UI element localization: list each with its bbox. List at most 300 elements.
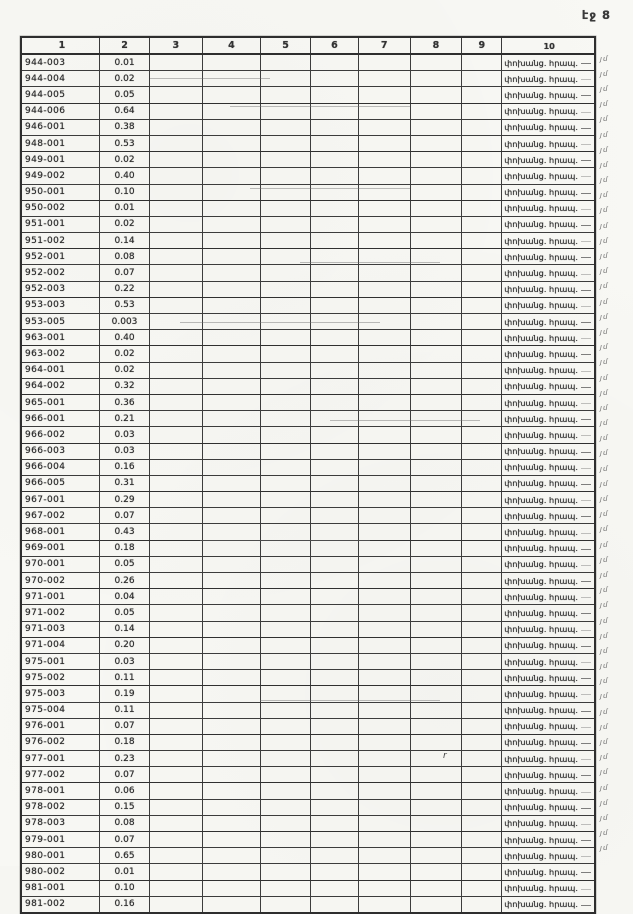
cell-value: 0.22 [99,282,149,297]
cell-note [501,654,594,669]
cell-code: 951-001 [25,219,66,230]
cell-empty [461,573,501,588]
cell-empty [310,104,358,119]
cell-note [501,670,594,685]
cell-empty [149,605,202,620]
cell-empty [410,654,462,669]
cell-empty [310,379,358,394]
underline-mark [581,419,591,420]
cell-empty [358,703,410,718]
cell-note [501,703,594,718]
cell-empty [410,104,462,119]
underline-mark [581,435,591,436]
underline-mark [581,516,591,517]
cell-empty [202,71,261,86]
underline-mark [581,112,591,113]
cell-empty [202,686,261,701]
cell-empty [410,460,462,475]
note-text: փոխանց. հրապ. [504,769,578,780]
cell-note [501,217,594,232]
cell-empty [260,800,310,815]
cell-empty [410,346,462,361]
note-text: փոխանց. հրապ. [504,332,578,343]
note-text: փոխանց. հրապ. [504,446,578,457]
cell-empty [461,314,501,329]
cell-empty [410,524,462,539]
cell-empty [149,767,202,782]
margin-mark: յմ [600,449,609,458]
cell-code: 963-002 [25,348,66,359]
cell-value: 0.10 [99,881,149,896]
margin-mark: յմ [600,282,609,291]
cell-empty [461,55,501,70]
cell-empty [202,508,261,523]
table-row [22,832,594,848]
cell-value: 0.14 [99,622,149,637]
cell-empty [461,897,501,912]
cell-empty [202,185,261,200]
cell-empty [310,444,358,459]
cell-value: 0.53 [99,136,149,151]
underline-mark [581,613,591,614]
note-text: փոխանց. հրապ. [504,300,578,311]
table-row [22,55,594,71]
cell-empty [310,460,358,475]
underline-mark [581,662,591,663]
cell-empty [358,816,410,831]
margin-mark: յմ [600,236,609,245]
cell-empty [260,444,310,459]
cell-note [501,881,594,896]
cell-empty [202,476,261,491]
table-row [22,444,594,460]
note-text: փոխանց. հրապ. [504,154,578,165]
cell-empty [260,492,310,507]
table-body [22,55,594,912]
cell-empty [260,136,310,151]
cell-empty [260,703,310,718]
cell-empty [260,767,310,782]
cell-empty [410,185,462,200]
cell-empty [310,589,358,604]
cell-empty [358,508,410,523]
cell-empty [149,379,202,394]
cell-empty [358,55,410,70]
cell-note [501,557,594,572]
underline-mark [581,678,591,679]
table-row [22,136,594,152]
table-row [22,508,594,524]
cell-empty [410,735,462,750]
note-text: փոխանց. հրապ. [504,899,578,910]
cell-empty [149,460,202,475]
note-text: փոխանց. հրապ. [504,106,578,117]
cell-empty [260,168,310,183]
cell-note [501,282,594,297]
cell-empty [260,541,310,556]
table-row [22,719,594,735]
cell-empty [202,897,261,912]
margin-mark: յմ [600,555,609,564]
cell-value: 0.11 [99,703,149,718]
cell-value: 0.02 [99,363,149,378]
cell-empty [410,249,462,264]
cell-code: 944-005 [25,89,66,100]
cell-note [501,314,594,329]
cell-code: 966-003 [25,446,66,457]
cell-empty [461,686,501,701]
note-text: փոխանց. հրապ. [504,316,578,327]
cell-empty [358,573,410,588]
underline-mark [581,646,591,647]
cell-empty [358,330,410,345]
cell-note [501,55,594,70]
cell-code: 963-001 [25,332,66,343]
cell-empty [149,152,202,167]
cell-empty [410,670,462,685]
cell-empty [358,735,410,750]
cell-empty [202,444,261,459]
cell-code: 981-001 [25,883,66,894]
cell-value: 0.10 [99,185,149,200]
cell-note [501,298,594,313]
cell-empty [310,816,358,831]
cell-empty [149,654,202,669]
cell-empty [358,881,410,896]
cell-empty [310,120,358,135]
margin-mark: յմ [600,646,609,655]
cell-empty [358,136,410,151]
cell-empty [202,816,261,831]
cell-empty [310,864,358,879]
note-text: փոխանց. հրապ. [504,365,578,376]
cell-empty [202,622,261,637]
cell-value: 0.02 [99,217,149,232]
margin-mark: յմ [600,115,609,124]
cell-empty [149,233,202,248]
cell-empty [410,848,462,863]
cell-note [501,719,594,734]
cell-value: 0.18 [99,735,149,750]
cell-empty [149,346,202,361]
cell-value: 0.16 [99,460,149,475]
cell-empty [410,411,462,426]
underline-mark [581,193,591,194]
table-row [22,541,594,557]
cell-empty [260,460,310,475]
underline-mark [581,533,591,534]
margin-mark: յմ [600,84,609,93]
cell-empty [461,783,501,798]
cell-empty [149,217,202,232]
cell-empty [310,233,358,248]
note-text: փոխանց. հրապ. [504,850,578,861]
cell-note [501,346,594,361]
underline-mark [581,225,591,226]
cell-empty [260,363,310,378]
cell-value: 0.02 [99,152,149,167]
cell-empty [310,87,358,102]
cell-empty [149,524,202,539]
cell-empty [410,881,462,896]
table-row [22,185,594,201]
cell-code: 966-004 [25,462,66,473]
cell-empty [149,638,202,653]
cell-empty [260,476,310,491]
cell-empty [260,152,310,167]
cell-code: 966-002 [25,429,66,440]
margin-mark: յմ [600,479,609,488]
cell-value: 0.11 [99,670,149,685]
cell-note [501,104,594,119]
cell-code: 970-002 [25,575,66,586]
cell-empty [358,524,410,539]
cell-empty [149,783,202,798]
cell-value: 0.07 [99,508,149,523]
cell-empty [410,136,462,151]
note-text: փոխանց. հրապ. [504,591,578,602]
margin-mark: յմ [600,145,609,154]
cell-empty [358,444,410,459]
table-row [22,767,594,783]
margin-mark: յմ [600,252,609,261]
underline-mark [581,565,591,566]
cell-value: 0.08 [99,816,149,831]
cell-empty [358,363,410,378]
underline-mark [581,128,591,129]
cell-empty [461,152,501,167]
cell-empty [310,573,358,588]
cell-value: 0.06 [99,783,149,798]
cell-code: 978-002 [25,802,66,813]
cell-empty [149,508,202,523]
note-text: փոխանց. հրապ. [504,187,578,198]
cell-empty [260,427,310,442]
underline-mark [581,549,591,550]
cell-code: 971-003 [25,624,66,635]
cell-empty [410,638,462,653]
cell-empty [202,783,261,798]
cell-empty [410,573,462,588]
underline-mark [581,792,591,793]
cell-empty [410,897,462,912]
cell-empty [310,654,358,669]
note-text: փոխանց. հրապ. [504,429,578,440]
cell-empty [310,476,358,491]
cell-empty [358,670,410,685]
cell-empty [410,314,462,329]
cell-empty [310,265,358,280]
cell-value: 0.07 [99,767,149,782]
note-text: փոխանց. հրապ. [504,543,578,554]
cell-empty [149,686,202,701]
cell-empty [358,168,410,183]
cell-value: 0.23 [99,751,149,766]
margin-mark: յմ [600,692,609,701]
cell-empty [461,363,501,378]
cell-empty [461,444,501,459]
table-row [22,751,594,767]
cell-empty [260,897,310,912]
cell-value: 0.20 [99,638,149,653]
cell-empty [310,524,358,539]
cell-empty [149,573,202,588]
note-text: փոխանց. հրապ. [504,494,578,505]
table-row [22,783,594,799]
cell-empty [260,864,310,879]
note-text: փոխանց. հրապ. [504,284,578,295]
cell-empty [310,557,358,572]
cell-code: 967-002 [25,510,66,521]
cell-empty [202,395,261,410]
cell-empty [461,217,501,232]
cell-code: 970-001 [25,559,66,570]
cell-empty [149,185,202,200]
cell-empty [358,379,410,394]
cell-empty [149,249,202,264]
margin-mark: յմ [600,327,609,336]
underline-mark [581,856,591,857]
cell-empty [358,832,410,847]
margin-mark: յմ [600,616,609,625]
cell-code: 949-001 [25,154,66,165]
table-row [22,314,594,330]
margin-mark: յմ [600,100,609,109]
column-header-3: 3 [149,38,202,53]
cell-value: 0.05 [99,557,149,572]
margin-mark: յմ [600,403,609,412]
table-row [22,363,594,379]
cell-note [501,848,594,863]
cell-value: 0.14 [99,233,149,248]
table-row [22,87,594,103]
cell-value: 0.03 [99,444,149,459]
cell-empty [358,233,410,248]
cell-empty [461,282,501,297]
cell-value: 0.19 [99,686,149,701]
cell-empty [410,217,462,232]
cell-empty [202,654,261,669]
cell-empty [358,185,410,200]
underline-mark [581,872,591,873]
cell-empty [461,168,501,183]
cell-value: 0.21 [99,411,149,426]
note-text: փոխանց. հրապ. [504,834,578,845]
cell-empty [202,152,261,167]
note-text: փոխանց. հրապ. [504,89,578,100]
cell-empty [461,104,501,119]
margin-mark: յմ [600,434,609,443]
table-row [22,686,594,702]
margin-mark: յմ [600,495,609,504]
cell-empty [310,152,358,167]
cell-code: 950-001 [25,187,66,198]
underline-mark [581,840,591,841]
note-text: փոխանց. հրապ. [504,478,578,489]
cell-empty [461,557,501,572]
margin-mark: յմ [600,601,609,610]
cell-note [501,411,594,426]
cell-empty [358,460,410,475]
cell-empty [310,832,358,847]
cell-note [501,249,594,264]
cell-code: 944-003 [25,57,66,68]
cell-empty [260,104,310,119]
cell-empty [260,832,310,847]
cell-code: 964-001 [25,365,66,376]
stray-pen-mark: r [443,751,447,761]
cell-note [501,541,594,556]
note-text: փոխանց. հրապ. [504,624,578,635]
margin-mark: յմ [600,510,609,519]
table-row [22,864,594,880]
cell-empty [461,670,501,685]
cell-empty [461,120,501,135]
cell-code: 978-001 [25,786,66,797]
cell-empty [260,265,310,280]
cell-empty [149,670,202,685]
note-text: փոխանց. հրապ. [504,203,578,214]
table-row [22,638,594,654]
column-header-8: 8 [410,38,462,53]
cell-note [501,185,594,200]
cell-empty [260,201,310,216]
cell-value: 0.02 [99,346,149,361]
margin-mark: յմ [600,844,609,853]
cell-note [501,783,594,798]
cell-empty [310,638,358,653]
cell-note [501,622,594,637]
cell-code: 980-001 [25,850,66,861]
cell-empty [358,622,410,637]
cell-note [501,330,594,345]
cell-value: 0.36 [99,395,149,410]
cell-empty [310,249,358,264]
margin-mark: յմ [600,586,609,595]
table-row [22,848,594,864]
page-number-label: էջ 8 [581,8,611,22]
cell-note [501,71,594,86]
underline-mark [581,500,591,501]
cell-empty [358,152,410,167]
cell-empty [260,638,310,653]
cell-empty [461,346,501,361]
table-row [22,573,594,589]
cell-code: 979-001 [25,834,66,845]
cell-empty [461,427,501,442]
cell-empty [202,832,261,847]
cell-value: 0.01 [99,55,149,70]
underline-mark [581,484,591,485]
cell-empty [461,298,501,313]
cell-empty [202,282,261,297]
underline-mark [581,160,591,161]
cell-empty [358,848,410,863]
note-text: փոխանց. հրապ. [504,737,578,748]
cell-code: 976-001 [25,721,66,732]
cell-empty [461,751,501,766]
cell-note [501,864,594,879]
cell-empty [410,783,462,798]
cell-empty [358,427,410,442]
note-text: փոխանց. հրապ. [504,138,578,149]
cell-empty [260,185,310,200]
underline-mark [581,209,591,210]
cell-empty [260,589,310,604]
cell-empty [202,330,261,345]
cell-empty [260,298,310,313]
cell-code: 971-002 [25,607,66,618]
